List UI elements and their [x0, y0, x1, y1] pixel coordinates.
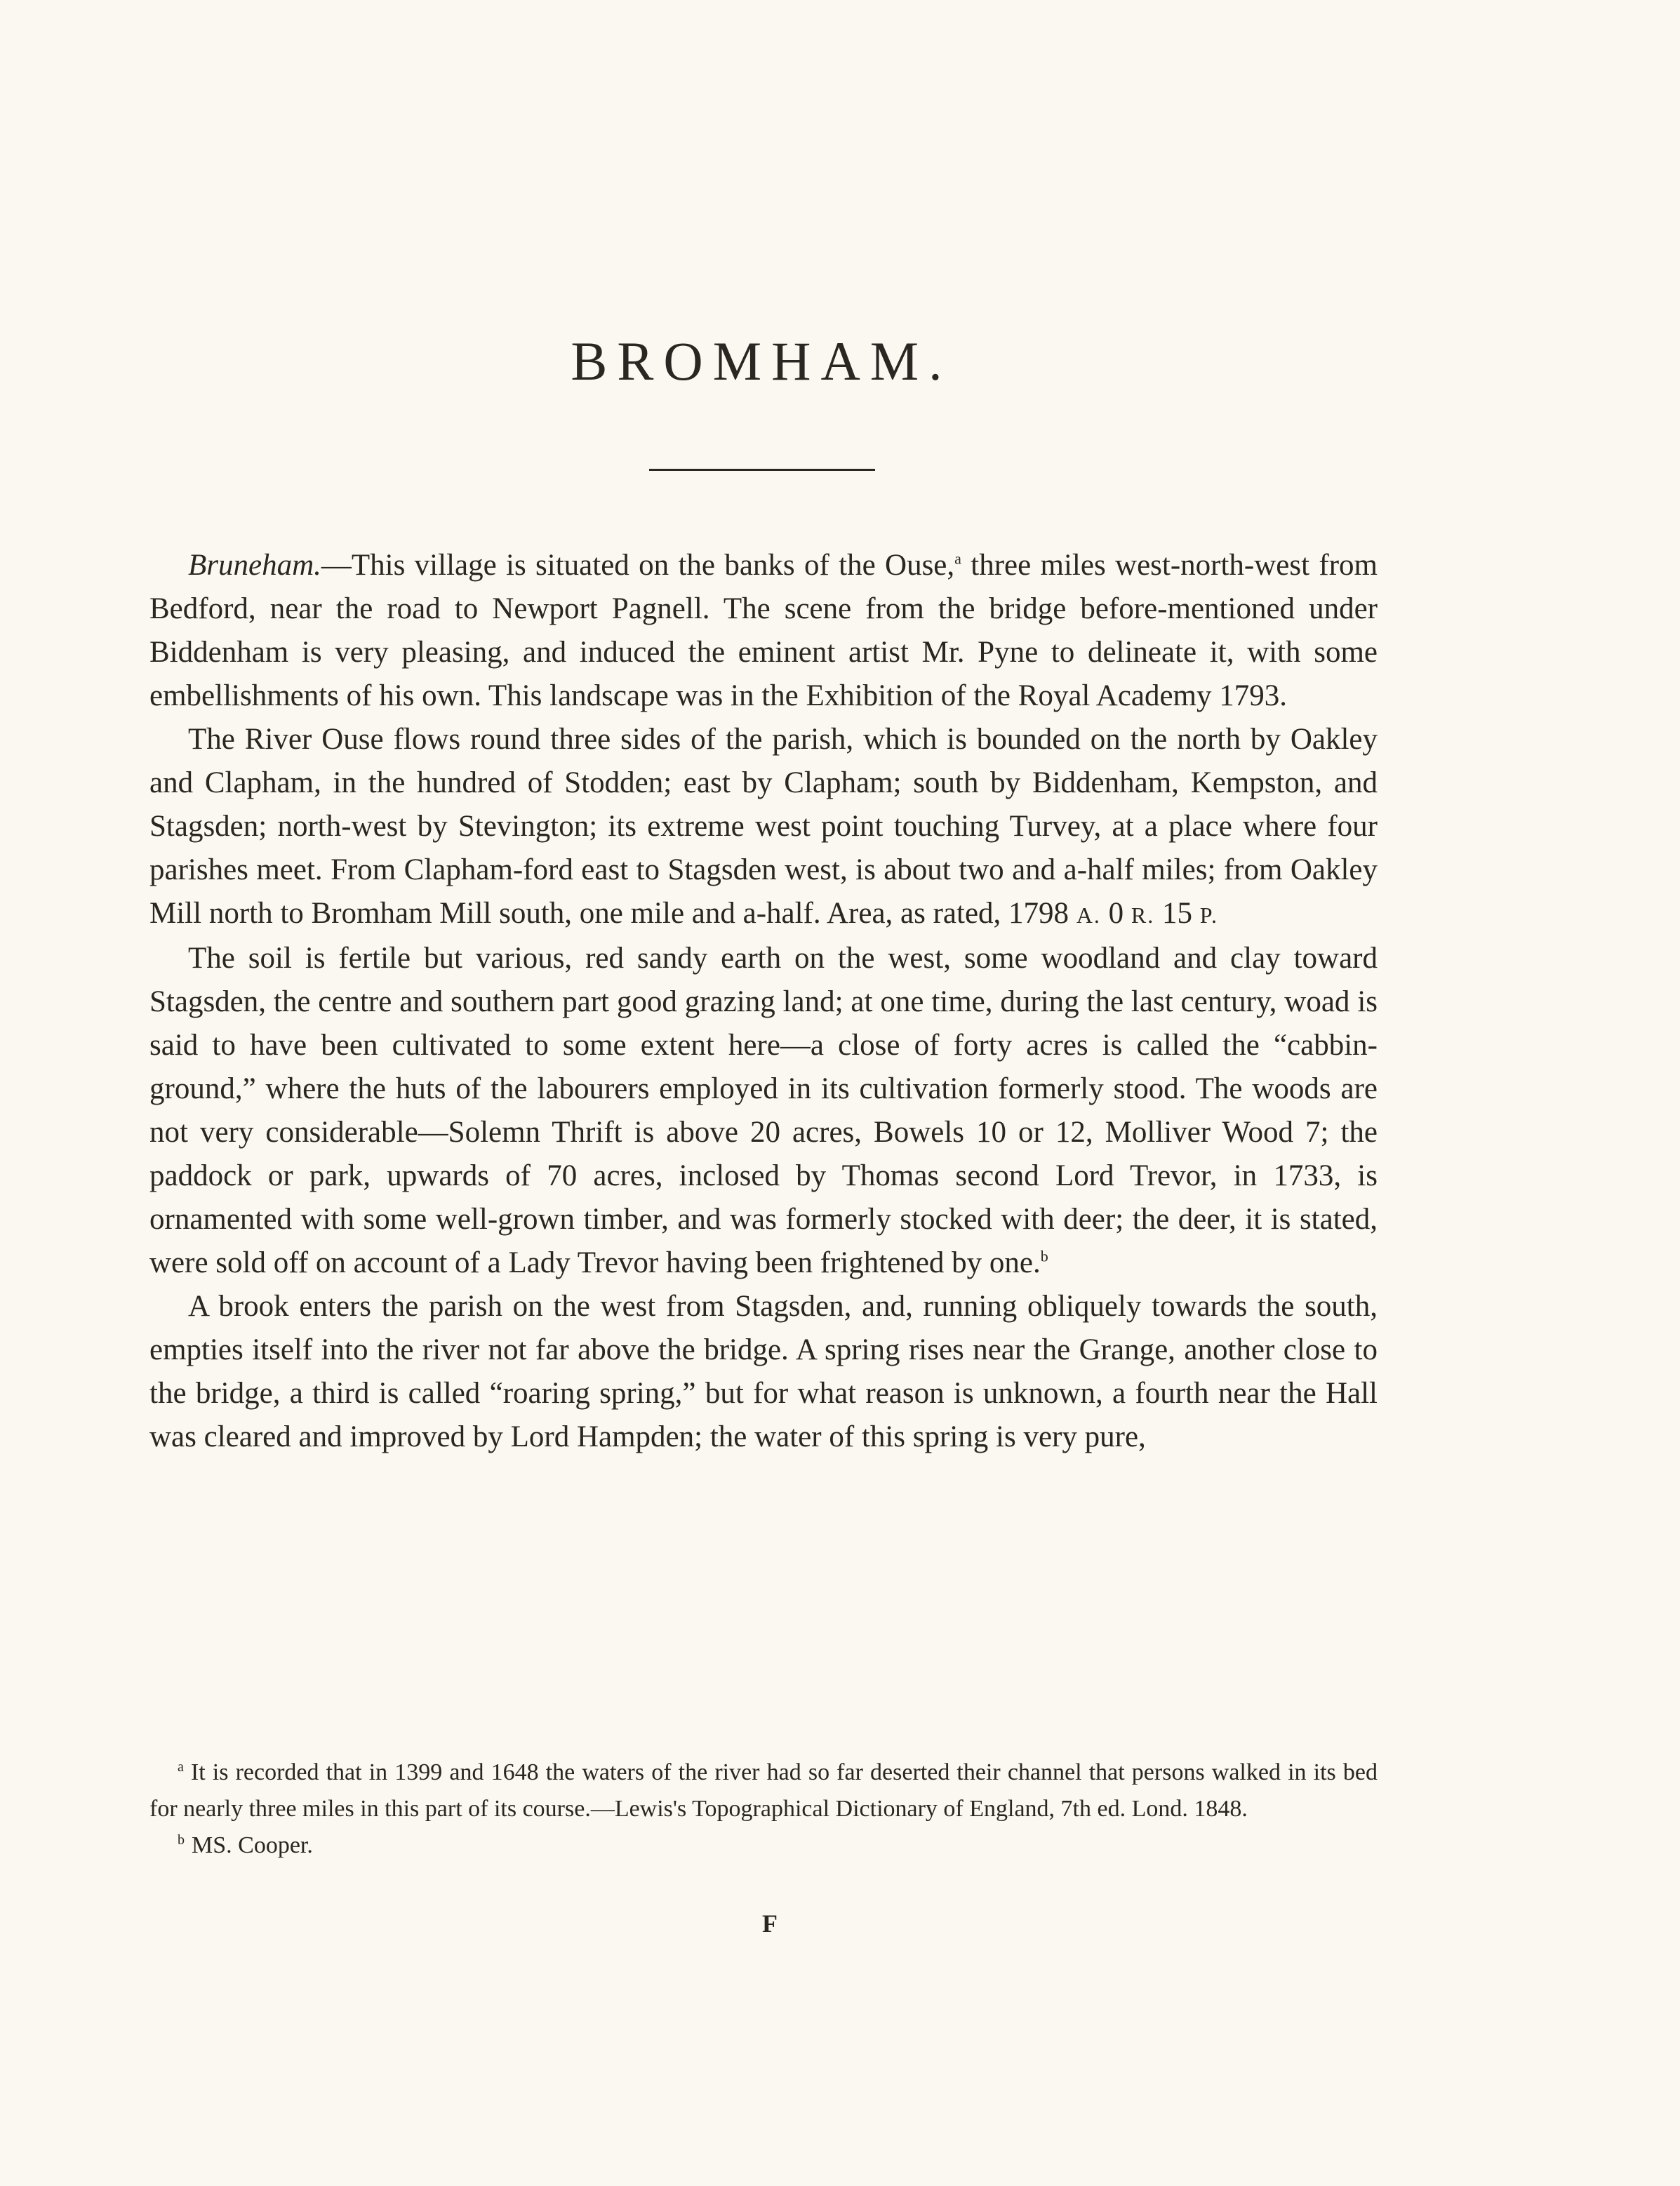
footnote-b	[149, 1827, 1378, 1864]
footnote-a-text: It is recorded that in 1399 and 1648 the waters of the river had so far deserted their channel that persons walked in its bed for nearly three miles in this part of its course.—Lewis's Topographical Dictionary of England, 7th ed. Lond. 1848.	[149, 1759, 1378, 1822]
area-roods-unit: R.	[1131, 902, 1155, 928]
footnote-ref-b: b	[1040, 1247, 1048, 1265]
paragraph-1-text-a: —This village is situated on the banks of the Ouse,	[321, 549, 955, 582]
area-roods-value: 0	[1108, 897, 1124, 930]
page-title: BROMHAM.	[571, 331, 952, 392]
paragraph-1	[149, 544, 1378, 718]
area-acres-unit: A.	[1076, 902, 1101, 928]
signature-mark: F	[762, 1910, 778, 1938]
area-perches-unit: P.	[1199, 902, 1219, 928]
footnote-b-mark: b	[178, 1832, 185, 1848]
footnote-b-text: MS. Cooper.	[192, 1832, 313, 1858]
footnote-a-mark: a	[178, 1759, 184, 1775]
title-rule	[649, 469, 875, 471]
paragraph-1-text-b: three miles west-north-west from Bedford, near the road to Newport Pagnell. The scene from the bridge before-mentioned under Biddenham is very pleasing, and induced the eminent artist Mr. Pyne to delineate it, with some embellishments of his own. This landscape was in the Exhibition of the Royal Academy 1793.	[149, 549, 1378, 712]
paragraph-4	[149, 1285, 1378, 1459]
paragraph-2	[149, 718, 1378, 937]
paragraph-3-text: The soil is fertile but various, red sandy earth on the west, some woodland and clay toward Stagsden, the centre and southern part good grazing land; at one time, during the last century, woad is said to have been cultivated to some extent here—a close of forty acres is called the “cabbin-ground,” where the huts of the labourers employed in its cultivation formerly stood. The woods are not very considerable—Solemn Thrift is above 20 acres, Bowels 10 or 12, Molliver Wood 7; the paddock or park, upwards of 70 acres, inclosed by Thomas second Lord Trevor, in 1733, is ornamented with some well-grown timber, and was formerly stocked with deer; the deer, it is stated, were sold off on account of a Lady Trevor having been frightened by one.	[149, 942, 1378, 1279]
main-text	[149, 544, 1378, 1459]
area-perches-value: 15	[1162, 897, 1193, 930]
paragraph-2-text: The River Ouse flows round three sides of the parish, which is bounded on the north by Oakley and Clapham, in the hundred of Stodden; east by Clapham; south by Biddenham, Kempston, and Stagsden; north-west by Stevington; its extreme west point touching Turvey, at a place where four parishes meet. From Clapham-ford east to Stagsden west, is about two and a-half miles; from Oakley Mill north to Bromham Mill south, one mile and a-half. Area, as rated, 1798	[149, 723, 1378, 930]
footnote-ref-a: a	[954, 549, 961, 568]
place-name-lead: Bruneham.	[188, 549, 321, 582]
paragraph-4-text: A brook enters the parish on the west from Stagsden, and, running obliquely towards the south, empties itself into the river not far above the bridge. A spring rises near the Grange, another close to the bridge, a third is called “roaring spring,” but for what reason is unknown, a fourth near the Hall was cleared and improved by Lord Hampden; the water of this spring is very pure,	[149, 1290, 1378, 1453]
footnotes	[149, 1754, 1378, 1864]
footnote-a	[149, 1754, 1378, 1827]
paragraph-3	[149, 937, 1378, 1285]
